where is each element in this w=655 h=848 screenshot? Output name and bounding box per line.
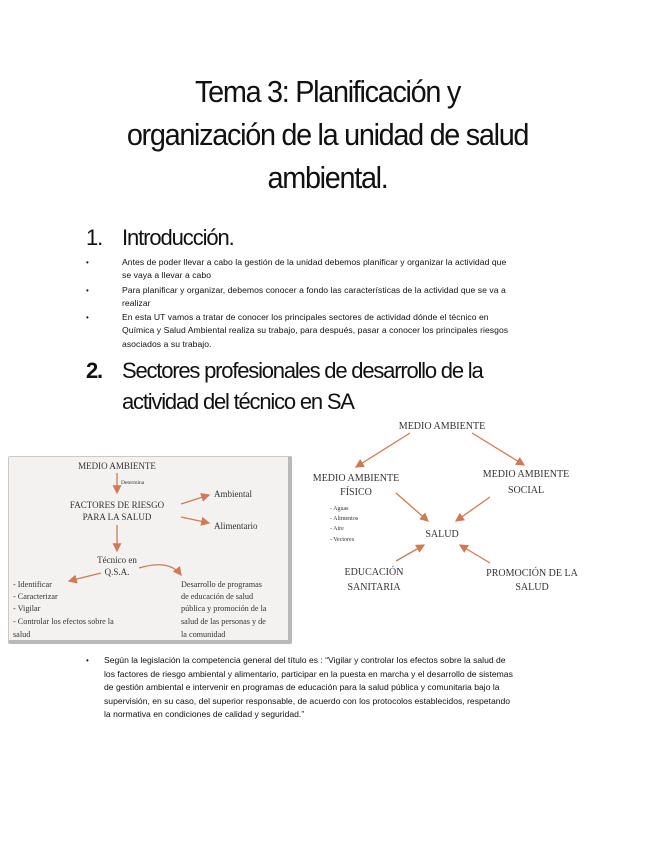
diagram-desarrollo-line: pública y promoción de la <box>181 604 267 613</box>
diagram-node-tecnico-line-1: Técnico en <box>97 555 137 565</box>
title-line-1: Tema 3: Planificación y <box>195 74 460 109</box>
diagram-arrow <box>472 433 524 465</box>
page-title <box>60 70 595 199</box>
section-2-heading <box>86 355 483 417</box>
competencia-bullet-list <box>86 654 516 722</box>
diagram-fisico-item: - Alimentos <box>330 516 359 522</box>
health-environment-diagram <box>300 413 590 603</box>
diagram-label-determina: Determina <box>121 480 145 486</box>
list-item: • Para planificar y organizar, debemos conocer a fondo las características de la actividad que se va a realizar <box>86 284 516 311</box>
intro-bullet-list <box>86 256 516 352</box>
diagram-desarrollo-line: salud de las personas y de <box>181 617 266 626</box>
section-2-title-line-1: Sectores profesionales de desarrollo de la <box>122 358 483 383</box>
diagram-node-medio-ambiente: MEDIO AMBIENTE <box>398 421 486 432</box>
diagram-node-factores-line-1: FACTORES DE RIESGO <box>69 500 165 510</box>
diagram-node-medio-ambiente: MEDIO AMBIENTE <box>78 461 156 471</box>
section-1-heading <box>86 225 234 251</box>
diagram-node-alimentario: Alimentario <box>214 521 258 531</box>
diagram-node-fisico-line-1: MEDIO AMBIENTE <box>312 473 400 484</box>
diagram-arrow <box>69 573 101 581</box>
diagram-desarrollo-line: Desarrollo de programas <box>181 580 262 589</box>
risk-factors-diagram-svg <box>9 457 289 641</box>
diagram-function-item: salud <box>13 630 31 639</box>
section-2-title-line-2: actividad del técnico en SA <box>122 389 354 414</box>
diagram-node-tecnico-line-2: Q.S.A. <box>104 567 130 577</box>
diagram-arrow <box>181 517 209 523</box>
diagram-node-social-line-1: MEDIO AMBIENTE <box>482 469 570 480</box>
diagram-arrow <box>396 545 424 561</box>
section-1-number: 1. <box>86 225 103 250</box>
diagram-function-item: - Caracterizar <box>13 592 58 601</box>
diagram-node-ambiental: Ambiental <box>214 489 252 499</box>
diagram-node-social-line-2: SOCIAL <box>507 485 545 496</box>
title-line-3: ambiental. <box>267 160 388 195</box>
diagram-arrow <box>139 565 181 575</box>
title-line-2: organización de la unidad de salud <box>126 117 529 152</box>
diagram-desarrollo-line: la comunidad <box>181 630 226 639</box>
list-item: • Antes de poder llevar a cabo la gestión de la unidad debemos planificar y organizar la actividad que se vaya a llevar a cabo <box>86 256 516 283</box>
diagram-fisico-item: - Vectores <box>330 537 355 543</box>
diagram-function-item: - Controlar los efectos sobre la <box>13 617 114 626</box>
diagram-function-item: - Vigilar <box>13 604 41 613</box>
diagram-arrow <box>181 495 209 504</box>
diagram-node-educacion-line-2: SANITARIA <box>347 582 401 593</box>
health-environment-diagram-svg <box>300 413 590 603</box>
diagram-fisico-item: - Aguas <box>330 506 349 512</box>
diagram-arrow <box>456 497 490 521</box>
section-2-number: 2. <box>86 358 102 383</box>
diagram-arrow <box>356 433 410 467</box>
diagram-function-item: - Identificar <box>13 580 52 589</box>
list-item: • En esta UT vamos a tratar de conocer los principales sectores de actividad dónde el técnico en Química y Salud Ambiental realiza su trabajo, para después, pasar a conocer los principales riesgos asociados a su trabajo. <box>86 311 516 351</box>
diagram-arrow <box>396 493 428 521</box>
diagram-node-educacion-line-1: EDUCACIÓN <box>344 567 404 578</box>
section-1-title: Introducción. <box>122 225 234 250</box>
diagram-node-promocion-line-1: PROMOCIÓN DE LA <box>486 568 578 579</box>
diagram-fisico-item: - Aire <box>330 526 344 532</box>
diagram-node-promocion-line-2: SALUD <box>515 582 549 593</box>
diagram-node-factores-line-2: PARA LA SALUD <box>82 512 152 522</box>
diagram-node-salud: SALUD <box>425 529 459 540</box>
diagram-arrow <box>460 545 490 563</box>
diagram-node-fisico-line-2: FÍSICO <box>340 487 372 498</box>
risk-factors-diagram <box>8 456 292 644</box>
diagram-desarrollo-line: de educación de salud <box>181 592 254 601</box>
competencia-paragraph: • Según la legislación la competencia general del título es : “Vigilar y controlar los efectos sobre la salud de los factores de riesgo ambiental y alimentario, participar en la puesta en marcha y el desarrollo de sistemas de gestión ambiental e intervenir en programas de educación para la salud pública y comunitaria bajo la supervisión, en su caso, del superior responsable, de acuerdo con los protocolos establecidos, respetando la normativa en condiciones de calidad y seguridad.” <box>86 654 516 722</box>
